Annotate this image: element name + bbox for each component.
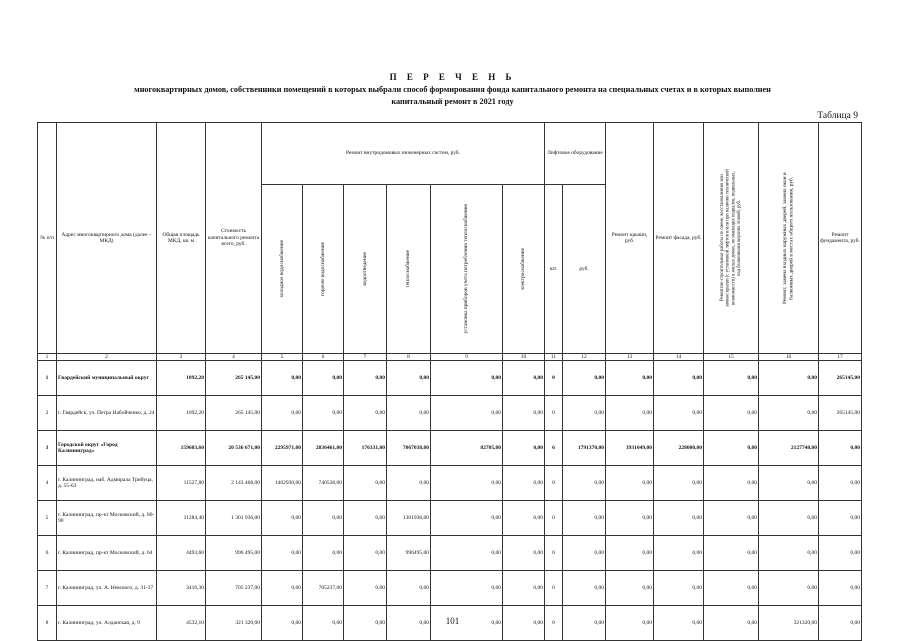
cell-c15: 0,00 (704, 606, 759, 641)
cell-cost: 705 237,00 (206, 571, 262, 606)
cell-c7: 0,00 (344, 466, 387, 501)
cell-c16: 0,00 (759, 361, 819, 396)
cell-c8: 0,00 (387, 571, 431, 606)
cell-no: 7 (38, 571, 57, 606)
cell-c17: 0,00 (819, 431, 862, 466)
cell-c12: 0,00 (563, 466, 606, 501)
header-no: № п/п (38, 123, 57, 354)
header-drainage (344, 185, 387, 354)
cell-address: Гвардейский муниципальный округ (57, 361, 157, 396)
cell-c10: 0,00 (503, 361, 545, 396)
header-drainage-text: водоотведение (361, 252, 368, 286)
cell-c13: 0,00 (606, 571, 654, 606)
page-number: 101 (445, 616, 460, 626)
column-number: 3 (157, 354, 206, 361)
table-row (38, 536, 862, 571)
cell-c6: 2836461,00 (303, 431, 344, 466)
cell-cost: 996 495,00 (206, 536, 262, 571)
cell-area: 4493,60 (157, 536, 206, 571)
cell-c12: 0,00 (563, 606, 606, 641)
cell-c7: 0,00 (344, 501, 387, 536)
cell-address: г. Калининград, наб. Адмирала Трибуца, д. 55-63 (57, 466, 157, 501)
header-meters (431, 185, 503, 354)
cell-address: г. Гвардейск, ул. Петра Набойченко, д. 24 (57, 396, 157, 431)
column-number: 4 (206, 354, 262, 361)
header-hot-water-text: горячее водоснабжение (319, 242, 326, 296)
cell-c5: 0,00 (262, 396, 303, 431)
header-electric-text: электроснабжение (520, 247, 527, 291)
cell-c8: 0,00 (387, 606, 431, 641)
cell-c9: 0,00 (431, 606, 503, 641)
cell-c11: 0 (545, 606, 563, 641)
cell-c11: 0 (545, 396, 563, 431)
header-repair-works-text: Ремонтно-строительные работы по смене, восстановлению или замене крыши (с установкой лифтов и/или при наличии технической возможности) в жилых домах, не имеющих подвалов, подвальных, над балконными верхних этажей, руб. (719, 169, 742, 307)
cell-c9: 0,00 (431, 396, 503, 431)
cell-cost: 265 145,00 (206, 361, 262, 396)
cell-c14: 0,00 (654, 466, 704, 501)
cell-c10: 0,00 (503, 536, 545, 571)
cell-c8: 0,00 (387, 361, 431, 396)
table-label: Таблица 9 (817, 111, 858, 121)
cell-area: 1092,20 (157, 361, 206, 396)
header-elevator-rub: руб. (563, 185, 606, 354)
table-row (38, 501, 862, 536)
cell-c17: 0,00 (819, 501, 862, 536)
cell-area: 1092,20 (157, 396, 206, 431)
cell-c13: 0,00 (606, 501, 654, 536)
column-number: 14 (654, 354, 704, 361)
cell-cost: 1 301 936,00 (206, 501, 262, 536)
cell-address: г. Калининград, ул. А. Невского, д. 31-37 (57, 571, 157, 606)
cell-c9: 0,00 (431, 536, 503, 571)
cell-c14: 0,00 (654, 361, 704, 396)
cell-c16: 0,00 (759, 501, 819, 536)
cell-c12: 0,00 (563, 571, 606, 606)
column-number: 8 (387, 354, 431, 361)
cell-c10: 0,00 (503, 466, 545, 501)
cell-c6: 0,00 (303, 536, 344, 571)
cell-c13: 0,00 (606, 536, 654, 571)
cell-c10: 0,00 (503, 396, 545, 431)
cell-c6: 705237,00 (303, 571, 344, 606)
header-cold-water-text: холодное водоснабжение (278, 240, 285, 298)
cell-c14: 0,00 (654, 571, 704, 606)
cell-c14: 228000,00 (654, 431, 704, 466)
column-number: 17 (819, 354, 862, 361)
cell-c15: 0,00 (704, 571, 759, 606)
cell-c16: 321320,00 (759, 606, 819, 641)
cell-no: 4 (38, 466, 57, 501)
header-heating (387, 185, 431, 354)
cell-c17: 0,00 (819, 466, 862, 501)
cell-c5: 0,00 (262, 536, 303, 571)
cell-c15: 0,00 (704, 431, 759, 466)
cell-area: 4532,10 (157, 606, 206, 641)
cell-no: 5 (38, 501, 57, 536)
header-electric (503, 185, 545, 354)
column-number: 6 (303, 354, 344, 361)
column-number: 10 (503, 354, 545, 361)
cell-c9: 0,00 (431, 466, 503, 501)
cell-c16: 0,00 (759, 571, 819, 606)
header-engineering: Ремонт внутридомовых инженерных систем, руб. (262, 123, 545, 185)
header-heating-text: теплоснабжение (405, 250, 412, 288)
cell-c9: 82705,00 (431, 431, 503, 466)
cell-area: 11527,80 (157, 466, 206, 501)
cell-c6: 740538,00 (303, 466, 344, 501)
cell-area: 11284,40 (157, 501, 206, 536)
cell-c7: 0,00 (344, 536, 387, 571)
cell-c13: 0,00 (606, 361, 654, 396)
cell-no: 1 (38, 361, 57, 396)
cell-area: 3416,30 (157, 571, 206, 606)
cell-c11: 0 (545, 501, 563, 536)
cell-c16: 2127748,00 (759, 431, 819, 466)
cell-c11: 0 (545, 536, 563, 571)
cell-c5: 1402930,00 (262, 466, 303, 501)
cell-c12: 0,00 (563, 361, 606, 396)
cell-c10: 0,00 (503, 571, 545, 606)
document-title: П Е Р Е Ч Е Н Ь (389, 72, 516, 82)
cell-c12: 1791370,00 (563, 431, 606, 466)
cell-c9: 0,00 (431, 501, 503, 536)
header-elevator-pcs: шт. (545, 185, 563, 354)
cell-c7: 0,00 (344, 396, 387, 431)
header-repair-works (704, 123, 759, 354)
document-subtitle-line2: капитальный ремонт в 2021 году (391, 97, 514, 106)
cell-c5: 0,00 (262, 606, 303, 641)
column-number: 13 (606, 354, 654, 361)
cell-c8: 1301936,00 (387, 501, 431, 536)
cell-no: 2 (38, 396, 57, 431)
table-row (38, 571, 862, 606)
header-meters-text: установка приборов учета потребления теплоснабжения (463, 204, 470, 334)
column-number-row (38, 354, 862, 361)
cell-address: г. Калининград, пр-кт Московский, д. 64 (57, 536, 157, 571)
cell-c8: 0,00 (387, 466, 431, 501)
cell-c7: 0,00 (344, 361, 387, 396)
header-foundation: Ремонт фундамента, руб. (819, 123, 862, 354)
cell-c5: 0,00 (262, 361, 303, 396)
column-number: 15 (704, 354, 759, 361)
column-number: 12 (563, 354, 606, 361)
document-subtitle-line1: многоквартирных домов, собственники помещений в которых выбрали способ формирования фонда капитального ремонта на специальных счетах и в которых выполнен (134, 85, 771, 94)
cell-c12: 0,00 (563, 396, 606, 431)
cell-c13: 3931049,00 (606, 431, 654, 466)
cell-c12: 0,00 (563, 536, 606, 571)
cell-c15: 0,00 (704, 536, 759, 571)
cell-c6: 0,00 (303, 501, 344, 536)
cell-cost: 20 536 671,00 (206, 431, 262, 466)
header-elevator: Лифтовое оборудование (545, 123, 606, 185)
cell-c11: 6 (545, 431, 563, 466)
header-roof: Ремонт крыши, руб. (606, 123, 654, 354)
cell-c17: 265145,00 (819, 396, 862, 431)
cell-c9: 0,00 (431, 361, 503, 396)
cell-c16: 0,00 (759, 396, 819, 431)
header-address: Адрес многоквартирного дома (далее – МКД) (57, 123, 157, 354)
header-facade: Ремонт фасада, руб. (654, 123, 704, 354)
cell-no: 8 (38, 606, 57, 641)
cell-c17: 0,00 (819, 606, 862, 641)
cell-address: г. Калининград, пр-кт Московский, д. 80-90 (57, 501, 157, 536)
column-number: 11 (545, 354, 563, 361)
table-row (38, 361, 862, 396)
cell-cost: 265 145,00 (206, 396, 262, 431)
cell-c6: 0,00 (303, 606, 344, 641)
cell-c9: 0,00 (431, 571, 503, 606)
cell-c6: 0,00 (303, 396, 344, 431)
cell-c10: 0,00 (503, 431, 545, 466)
cell-c17: 0,00 (819, 536, 862, 571)
header-cold-water (262, 185, 303, 354)
cell-c11: 0 (545, 466, 563, 501)
cell-c14: 0,00 (654, 606, 704, 641)
header-hot-water (303, 185, 344, 354)
cell-c10: 0,00 (503, 501, 545, 536)
header-area: Общая площадь МКД, кв. м (157, 123, 206, 354)
cell-c6: 0,00 (303, 361, 344, 396)
cell-c12: 0,00 (563, 501, 606, 536)
cell-cost: 2 143 468,00 (206, 466, 262, 501)
cell-c11: 0 (545, 571, 563, 606)
cell-c14: 0,00 (654, 396, 704, 431)
cell-c8: 7067038,00 (387, 431, 431, 466)
header-doors-text: Ремонт, замена входных наружных дверей, замена окон и балконных дверей в местах общего пользования, руб. (782, 172, 795, 304)
cell-c13: 0,00 (606, 466, 654, 501)
column-number: 16 (759, 354, 819, 361)
cell-c5: 0,00 (262, 571, 303, 606)
cell-c14: 0,00 (654, 501, 704, 536)
header-doors (759, 123, 819, 354)
cell-address: Городской округ «Город Калининград» (57, 431, 157, 466)
cell-c5: 0,00 (262, 501, 303, 536)
cell-c11: 0 (545, 361, 563, 396)
cell-c16: 0,00 (759, 466, 819, 501)
cell-cost: 321 320,00 (206, 606, 262, 641)
cell-c5: 2295971,00 (262, 431, 303, 466)
column-number: 9 (431, 354, 503, 361)
column-number: 2 (57, 354, 157, 361)
cell-c13: 0,00 (606, 606, 654, 641)
cell-no: 3 (38, 431, 57, 466)
cell-c8: 0,00 (387, 396, 431, 431)
cell-c10: 0,00 (503, 606, 545, 641)
cell-c15: 0,00 (704, 466, 759, 501)
cell-c13: 0,00 (606, 396, 654, 431)
header-cost: Стоимость капитального ремонта всего, руб. (206, 123, 262, 354)
cell-c15: 0,00 (704, 396, 759, 431)
column-number: 1 (38, 354, 57, 361)
column-number: 5 (262, 354, 303, 361)
cell-address: г. Калининград, ул. Алданская, д. 9 (57, 606, 157, 641)
cell-c7: 176331,00 (344, 431, 387, 466)
cell-no: 6 (38, 536, 57, 571)
table-row (38, 466, 862, 501)
cell-c7: 0,00 (344, 606, 387, 641)
table-row (38, 431, 862, 466)
cell-c8: 996495,00 (387, 536, 431, 571)
cell-c17: 265145,00 (819, 361, 862, 396)
table-row (38, 396, 862, 431)
repair-table (37, 122, 862, 641)
cell-c7: 0,00 (344, 571, 387, 606)
cell-c17: 0,00 (819, 571, 862, 606)
cell-c15: 0,00 (704, 361, 759, 396)
cell-c16: 0,00 (759, 536, 819, 571)
column-number: 7 (344, 354, 387, 361)
cell-c14: 0,00 (654, 536, 704, 571)
cell-area: 159603,60 (157, 431, 206, 466)
cell-c15: 0,00 (704, 501, 759, 536)
